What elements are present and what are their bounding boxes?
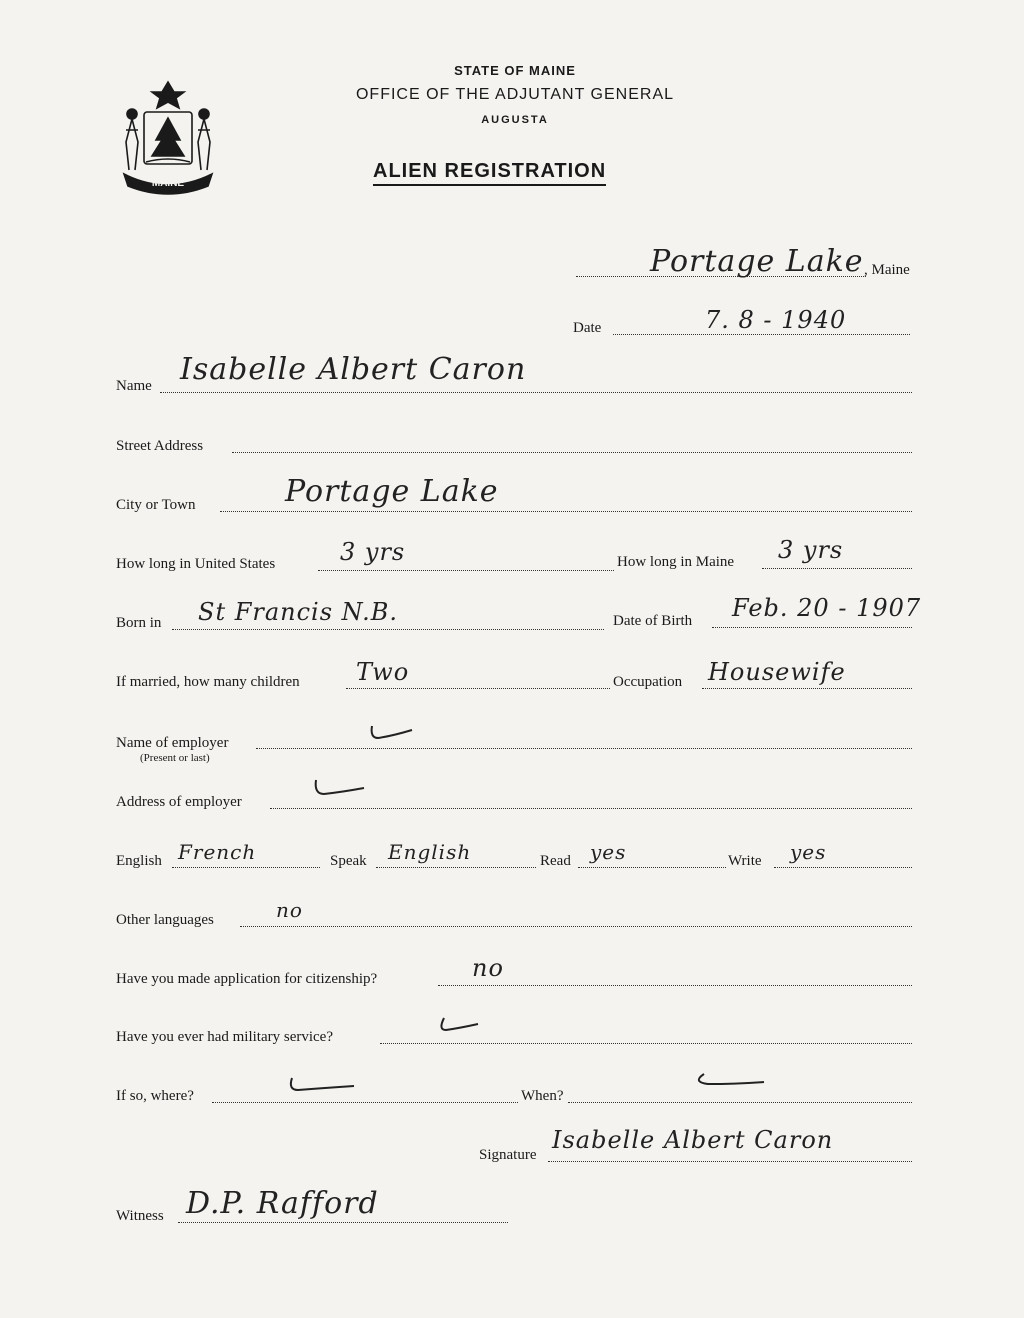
street-address-line (232, 452, 912, 453)
when-label: When? (521, 1088, 564, 1104)
write-label: Write (728, 853, 762, 869)
citizenship-line (438, 985, 912, 986)
signature-value: Isabelle Albert Caron (552, 1126, 834, 1154)
citizenship-value: no (472, 954, 504, 982)
employer-line (256, 748, 912, 749)
write-line (774, 867, 912, 868)
city-value: Portage Lake (285, 474, 499, 509)
children-label: If married, how many children (116, 674, 300, 690)
write-value: yes (790, 840, 827, 864)
date-line (613, 334, 910, 335)
signature-line (548, 1161, 912, 1162)
signature-label: Signature (479, 1147, 537, 1163)
how-long-us-label: How long in United States (116, 556, 276, 572)
how-long-maine-value: 3 yrs (778, 536, 844, 564)
military-service-line (380, 1043, 912, 1044)
born-in-line (172, 629, 604, 630)
where-line (212, 1102, 518, 1103)
employer-sublabel: (Present or last) (140, 752, 210, 764)
how-long-us-value: 3 yrs (340, 538, 406, 566)
witness-label: Witness (116, 1208, 164, 1224)
born-in-label: Born in (116, 615, 162, 631)
date-of-birth-value: Feb. 20 - 1907 (732, 594, 922, 622)
how-long-us-line (318, 570, 614, 571)
date-label: Date (573, 320, 602, 336)
place-suffix: , Maine (864, 262, 910, 278)
employer-address-label: Address of employer (116, 794, 242, 810)
where-label: If so, where? (116, 1088, 194, 1104)
read-label: Read (540, 853, 571, 869)
speak-value: English (388, 840, 472, 864)
seal-banner-text: MAINE (151, 178, 185, 189)
date-value: 7. 8 - 1940 (705, 306, 847, 334)
english-label: English (116, 853, 162, 869)
place-value: Portage Lake (650, 244, 864, 279)
read-value: yes (590, 840, 627, 864)
other-languages-label: Other languages (116, 912, 214, 928)
speak-label: Speak (330, 853, 367, 869)
children-line (346, 688, 610, 689)
children-value: Two (356, 658, 410, 686)
read-line (578, 867, 726, 868)
how-long-maine-label: How long in Maine (617, 554, 735, 570)
date-of-birth-line (712, 627, 912, 628)
witness-line (178, 1222, 508, 1223)
occupation-label: Occupation (613, 674, 683, 690)
speak-line (376, 867, 536, 868)
other-languages-line (240, 926, 912, 927)
military-service-label: Have you ever had military service? (116, 1029, 333, 1045)
date-of-birth-label: Date of Birth (613, 613, 693, 629)
employer-address-line (270, 808, 912, 809)
witness-value: D.P. Rafford (186, 1186, 379, 1221)
english-line (172, 867, 320, 868)
city-heading: AUGUSTA (481, 114, 549, 126)
occupation-line (702, 688, 912, 689)
city-line (220, 511, 912, 512)
office-heading: OFFICE OF THE ADJUTANT GENERAL (355, 86, 675, 103)
name-label: Name (116, 378, 152, 394)
employer-address-dash-mark (310, 778, 368, 800)
born-in-value: St Francis N.B. (198, 598, 399, 626)
occupation-value: Housewife (708, 658, 846, 686)
employer-label: Name of employer (116, 735, 229, 751)
english-value: French (178, 840, 257, 864)
form-title: ALIEN REGISTRATION (373, 160, 606, 186)
name-value: Isabelle Albert Caron (180, 352, 527, 387)
other-languages-value: no (276, 898, 303, 922)
how-long-maine-line (762, 568, 912, 569)
military-dash-mark (434, 1014, 482, 1036)
street-address-label: Street Address (116, 438, 204, 454)
city-label: City or Town (116, 497, 196, 513)
state-heading: STATE OF MAINE (454, 63, 576, 78)
name-line (160, 392, 912, 393)
employer-dash-mark (366, 722, 416, 744)
citizenship-label: Have you made application for citizenship? (116, 971, 378, 987)
when-line (568, 1102, 912, 1103)
maine-state-seal (116, 78, 220, 196)
where-dash-mark (284, 1074, 356, 1096)
when-dash-mark (690, 1070, 766, 1092)
